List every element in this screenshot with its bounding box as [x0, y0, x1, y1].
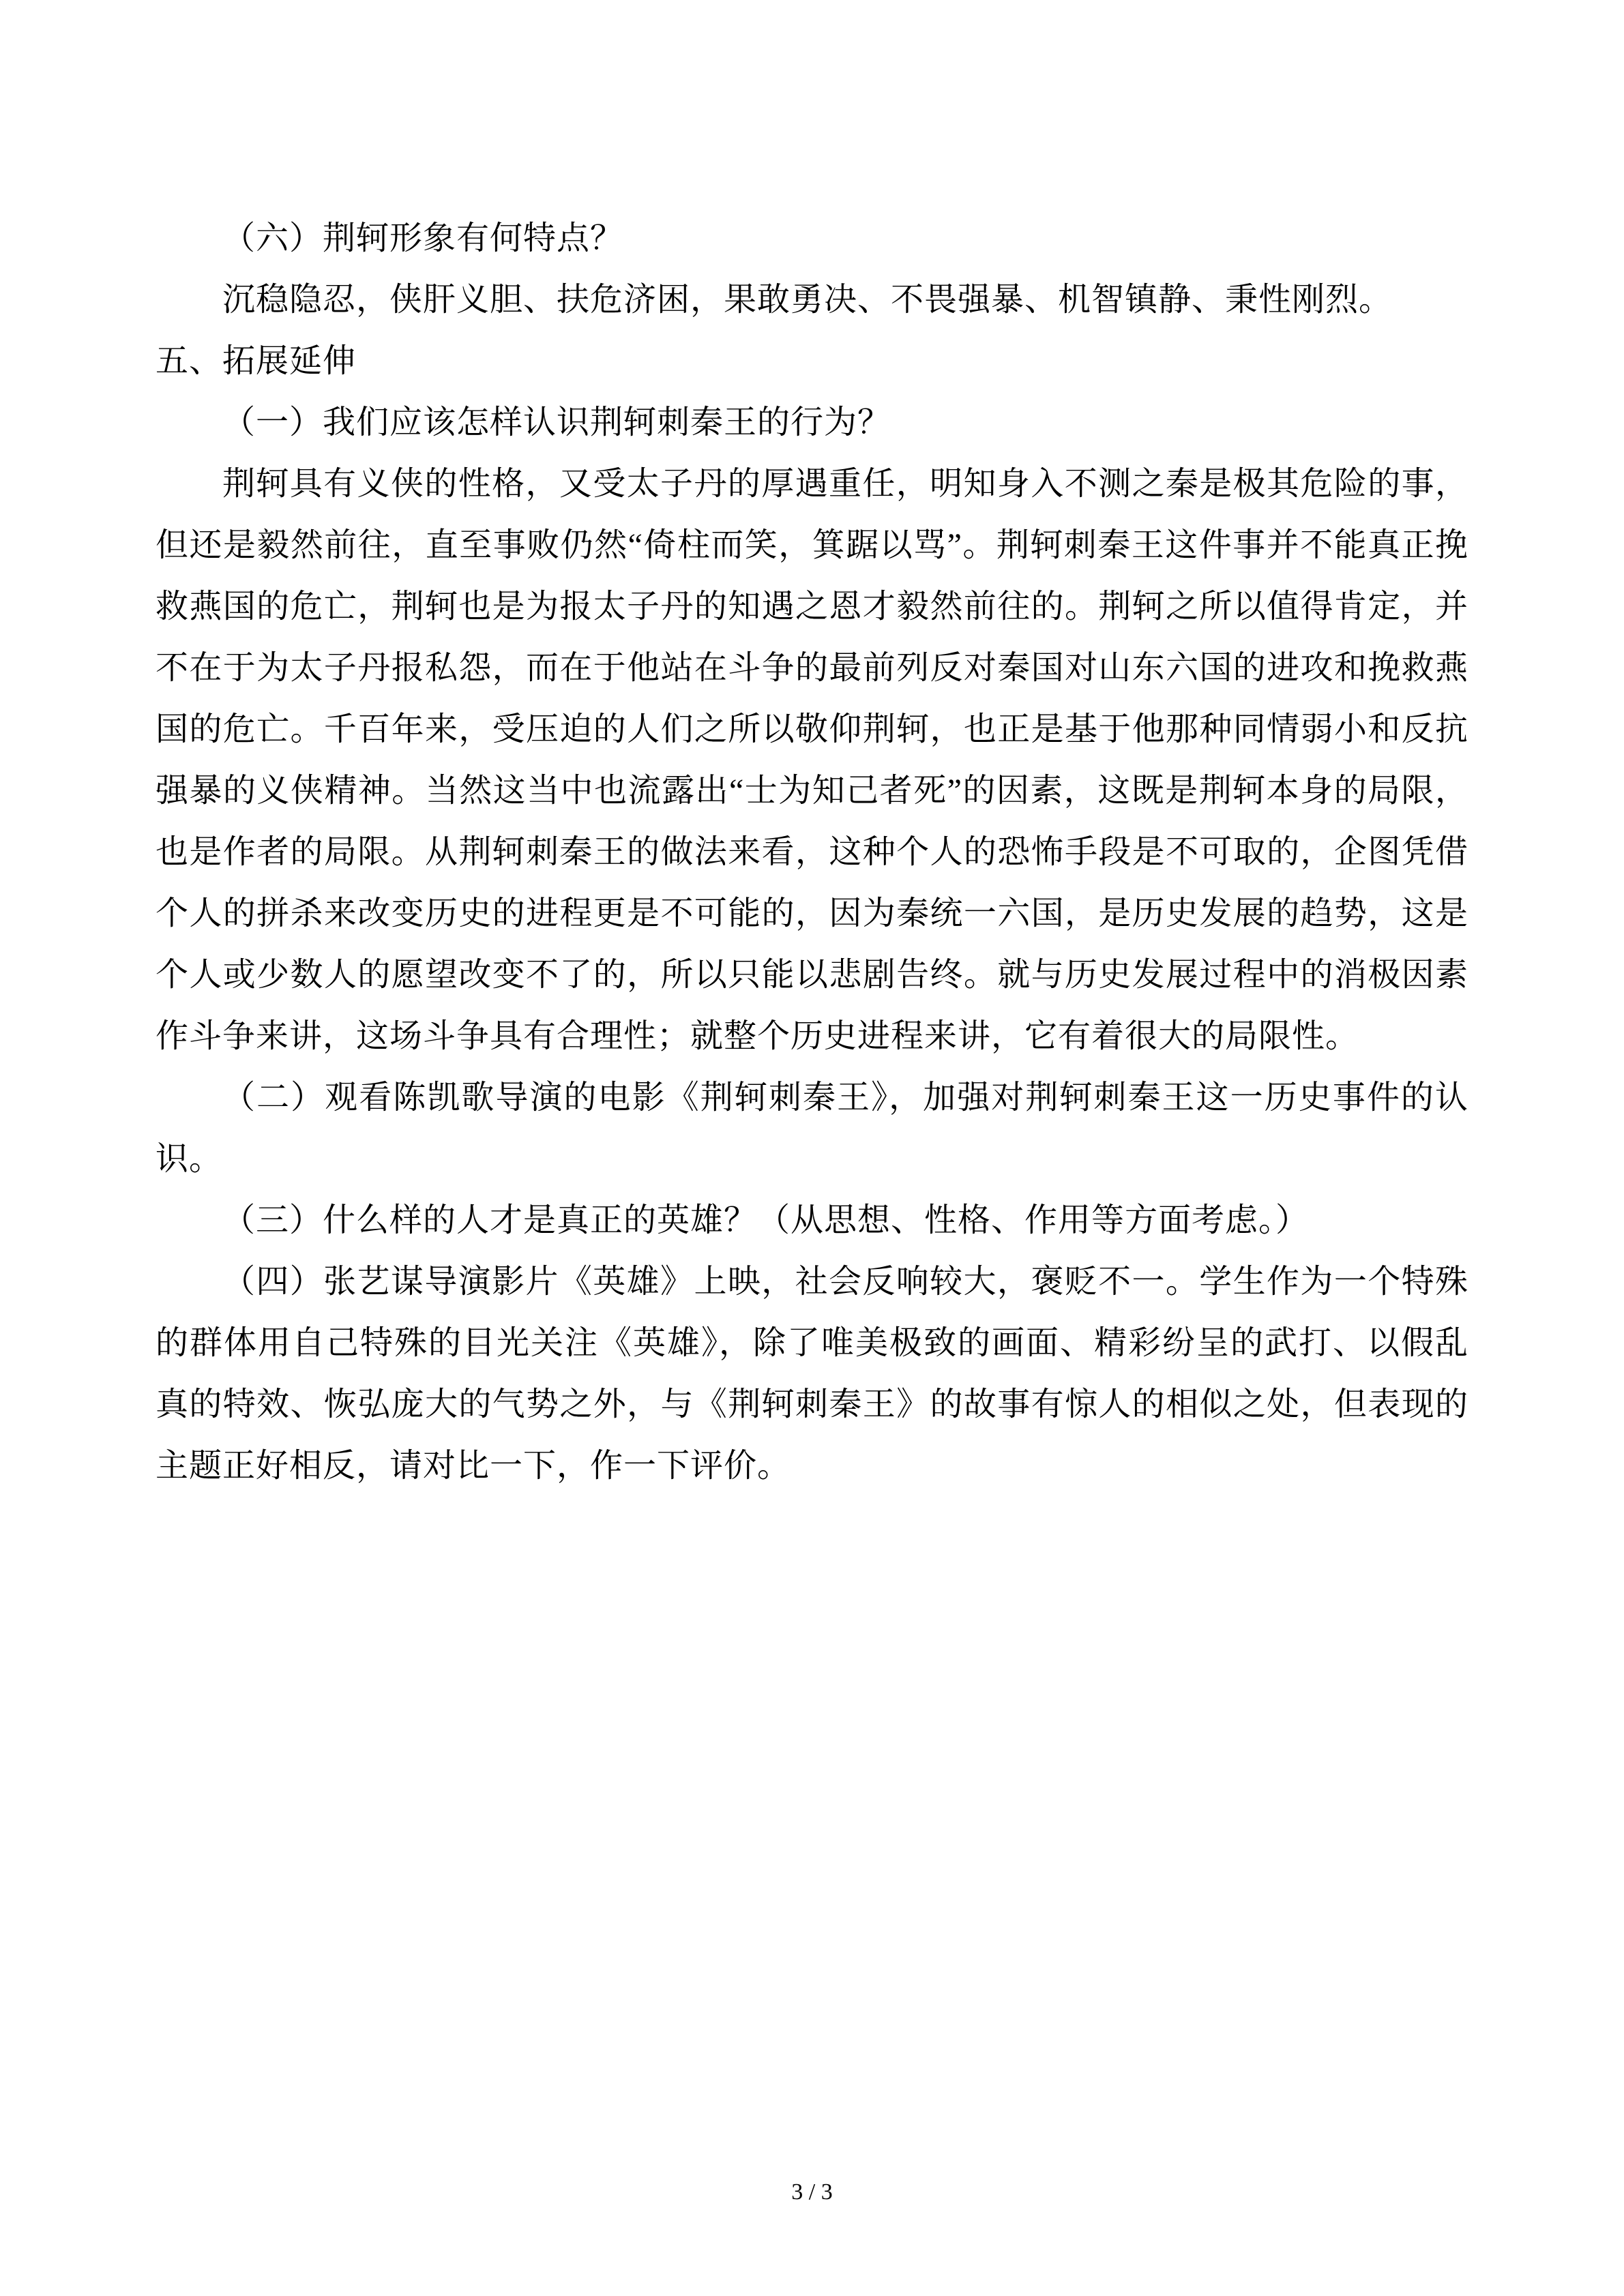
paragraph: （三）什么样的人才是真正的英雄？（从思想、性格、作用等方面考虑。） — [222, 1202, 1310, 1238]
document-body — [156, 208, 1468, 1497]
paragraph: 荆轲具有义侠的性格，又受太子丹的厚遇重任，明知身入不测之秦是极其危险的事，但还是毅然前往，直至事败仍然“倚柱而笑，箕踞以骂”。荆轲刺秦王这件事并不能真正挽救燕国的危亡，荆轲也是为报太子丹的知遇之恩才毅然前往的。荆轲之所以值得肯定，并不在于为太子丹报私怨，而在于他站在斗争的最前列反对秦国对山东六国的进攻和挽救燕国的危亡。千百年来，受压迫的人们之所以敬仰荆轲，也正是基于他那种同情弱小和反抗强暴的义侠精神。当然这当中也流露出“士为知己者死”的因素，这既是荆轲本身的局限，也是作者的局限。从荆轲刺秦王的做法来看，这种个人的恐怖手段是不可取的，企图凭借个人的拼杀来改变历史的进程更是不可能的，因为秦统一六国，是历史发展的趋势，这是个人或少数人的愿望改变不了的，所以只能以悲剧告终。就与历史发展过程中的消极因素作斗争来讲，这场斗争具有合理性；就整个历史进程来讲，它有着很大的局限性。 — [156, 466, 1468, 1054]
page-number: 3 / 3 — [791, 2179, 833, 2205]
paragraph: （一）我们应该怎样认识荆轲刺秦王的行为？ — [222, 404, 891, 441]
paragraph: 沉稳隐忍，侠肝义胆、扶危济困，果敢勇决、不畏强暴、机智镇静、秉性刚烈。 — [222, 282, 1393, 318]
paragraph: （四）张艺谋导演影片《英雄》上映，社会反响较大，褒贬不一。学生作为一个特殊的群体用自己特殊的目光关注《英雄》，除了唯美极致的画面、精彩纷呈的武打、以假乱真的特效、恢弘庞大的气势之外，与《荆轲刺秦王》的故事有惊人的相似之处，但表现的主题正好相反，请对比一下，作一下评价。 — [156, 1264, 1468, 1484]
paragraph: （二）观看陈凯歌导演的电影《荆轲刺秦王》，加强对荆轲刺秦王这一历史事件的认识。 — [156, 1079, 1468, 1177]
paragraph: （六）荆轲形象有何特点？ — [222, 220, 624, 256]
page-footer — [0, 2179, 1624, 2206]
paragraph: 五、拓展延伸 — [156, 343, 357, 379]
